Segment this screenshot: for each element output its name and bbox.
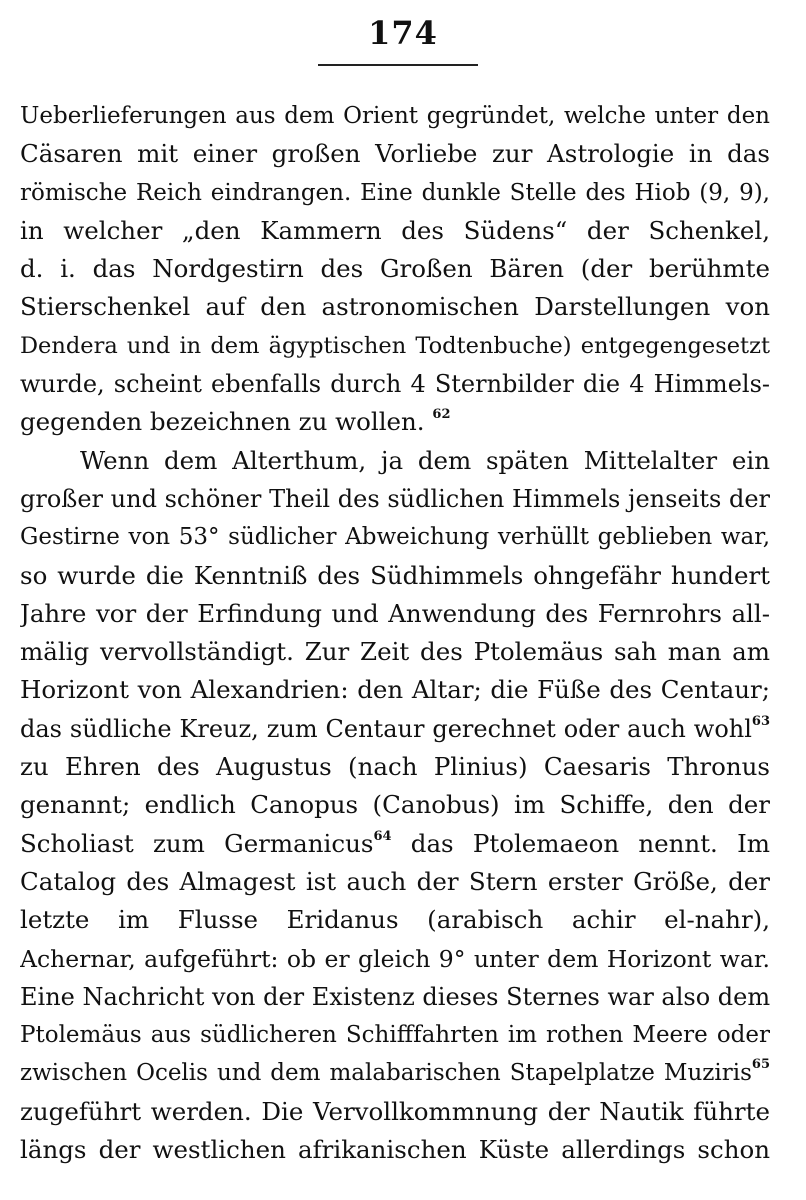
text-line-3: römische Reich eindrangen. Eine dunkle Stelle des Hiob (9, 9),	[20, 179, 770, 206]
text-line-12: Gestirne von 53° südlicher Abweichung verhüllt geblieben war,	[20, 524, 770, 551]
text-line-11: großer und schöner Theil des südlichen Himmels jenseits der	[20, 484, 770, 513]
text-line-25: Ptolemäus aus südlicheren Schifffahrten im rothen Meere oder	[20, 1022, 770, 1049]
text-line-15: mälig vervollständigt. Zur Zeit des Ptolemäus sah man am	[20, 637, 770, 667]
text-line-22: letzte im Flusse Eridanus (arabisch achir el-nahr),	[20, 905, 770, 935]
text-line-13: so wurde die Kenntniß des Südhimmels ohngefähr hundert	[20, 560, 770, 590]
text-line-8: wurde, scheint ebenfalls durch 4 Sternbilder die 4 Himmels-	[20, 370, 770, 399]
text-line-19: genannt; endlich Canopus (Canobus) im Schiffe, den der	[20, 790, 770, 820]
text-line-24: Eine Nachricht von der Existenz dieses Sternes war also dem	[20, 982, 770, 1011]
text-line-17: das südliche Kreuz, zum Centaur gerechnet oder auch wohl$^{63}$	[20, 713, 770, 743]
text-line-21: Catalog des Almagest ist auch der Stern erster Größe, der	[20, 866, 770, 896]
page-number: 174	[368, 14, 438, 52]
text-line-4: in welcher „den Kammern des Südens“ der Schenkel,	[20, 215, 770, 245]
footnote-marker: 62	[432, 407, 451, 423]
text-line-28: längs der westlichen afrikanischen Küste allerdings schon	[20, 1135, 770, 1165]
footnote-marker: 63	[751, 713, 770, 729]
text-line-2: Cäsaren mit einer großen Vorliebe zur Astrologie in das	[20, 139, 770, 169]
text-line-16: Horizont von Alexandrien: den Altar; die Füße des Centaur;	[20, 675, 770, 705]
text-line-23: Achernar, aufgeführt: ob er gleich 9° unter dem Horizont war.	[20, 944, 770, 973]
footnote-marker: 64	[373, 828, 392, 844]
text-line-5: d. i. das Nordgestirn des Großen Bären (der berühmte	[20, 254, 770, 284]
text-line-18: zu Ehren des Augustus (nach Plinius) Caesaris Thronus	[20, 752, 770, 782]
text-line-20: Scholiast zum Germanicus$^{64}$ das Ptolemaeon nennt. Im	[20, 828, 770, 858]
text-line-27: zugeführt werden. Die Vervollkommnung der Nautik führte	[20, 1096, 770, 1126]
text-line-9: gegenden bezeichnen zu wollen. $^{62}$	[20, 407, 451, 437]
footnote-marker: 65	[751, 1057, 770, 1073]
text-line-14: Jahre vor der Erfindung und Anwendung des Fernrohrs all-	[20, 598, 770, 628]
text-line-10: Wenn dem Alterthum, ja dem späten Mittelalter ein	[80, 445, 770, 475]
text-line-7: Dendera und in dem ägyptischen Todtenbuche) entgegengesetzt	[20, 332, 770, 359]
body-text	[20, 97, 770, 1169]
text-line-6: Stierschenkel auf den astronomischen Darstellungen von	[20, 292, 770, 322]
text-line-1: Ueberlieferungen aus dem Orient gegründet, welche unter den	[20, 103, 770, 129]
text-line-26: zwischen Ocelis und dem malabarischen Stapelplatze Muziris$^{65}$	[20, 1057, 770, 1087]
header-rule	[318, 64, 478, 66]
